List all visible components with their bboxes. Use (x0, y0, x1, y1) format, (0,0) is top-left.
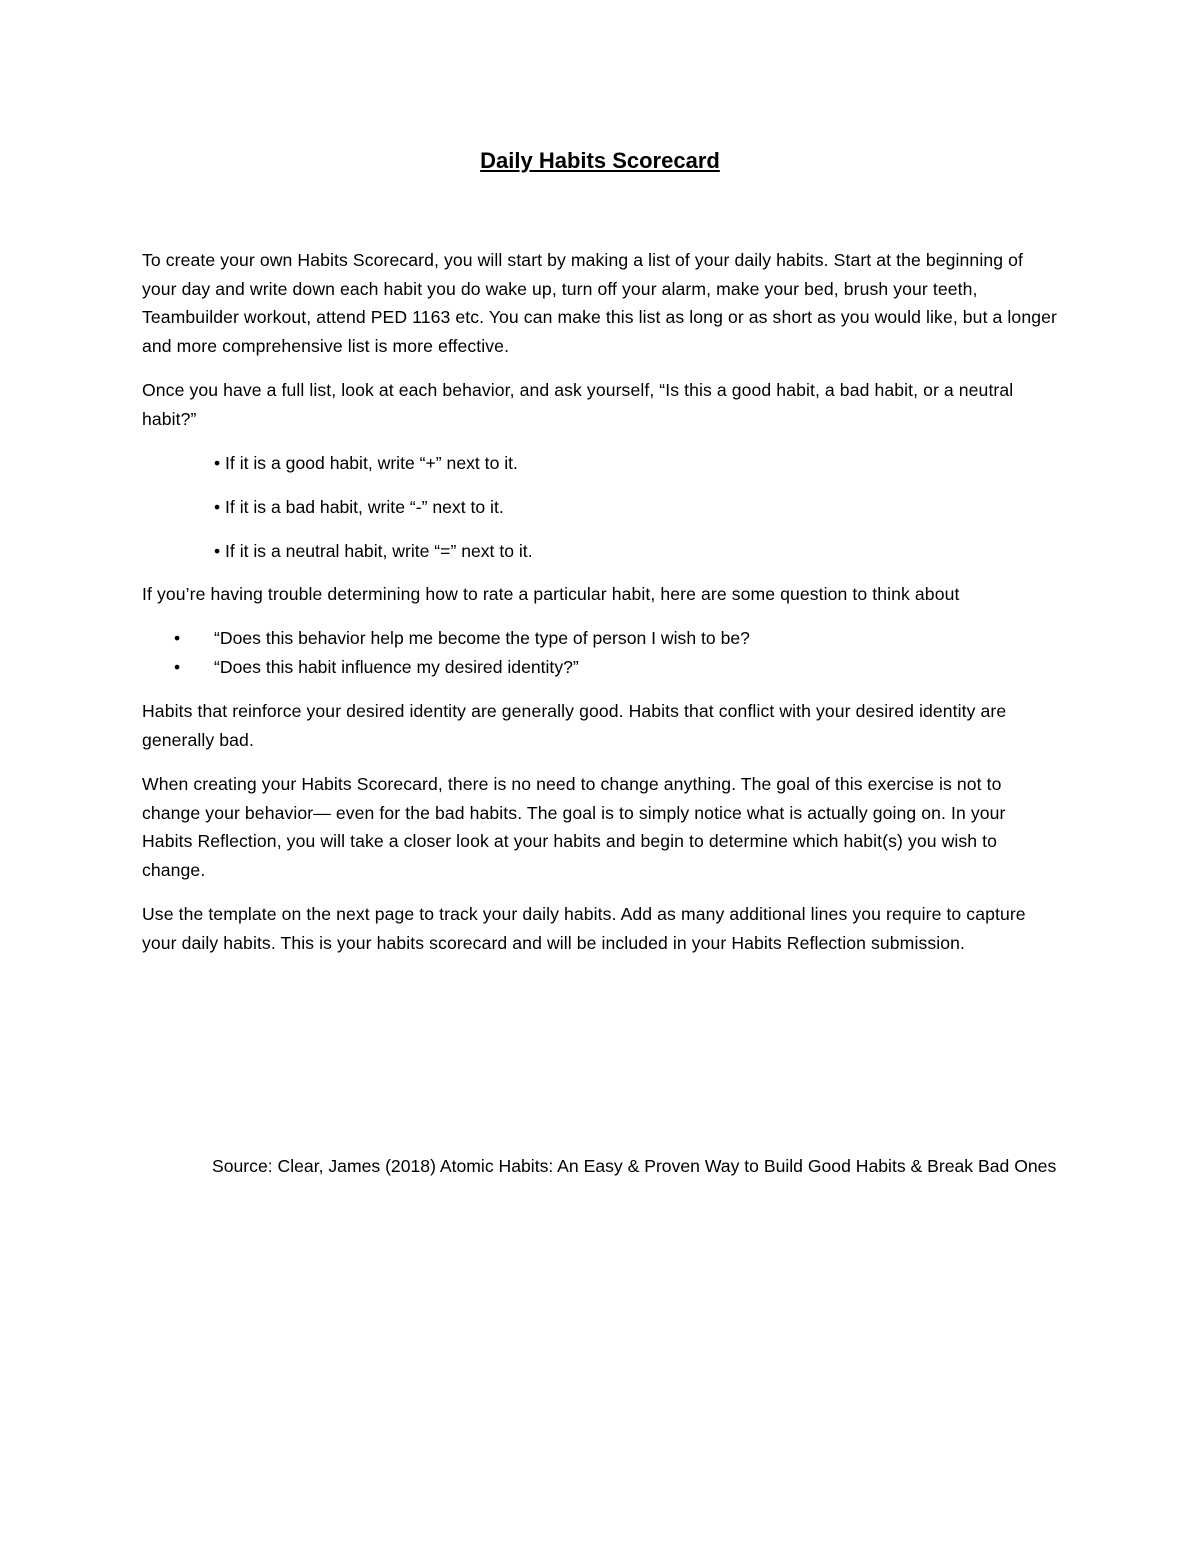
template-paragraph: Use the template on the next page to track your daily habits. Add as many additional lines you require to capture your daily habits. This is your habits scorecard and will be included in your Habits Reflection submission. (142, 904, 1026, 953)
reinforce-paragraph: Habits that reinforce your desired identity are generally good. Habits that conflict with your desired identity are generally bad. (142, 701, 1007, 750)
rating-rule-bad: • If it is a bad habit, write “-” next to it. (214, 497, 504, 517)
question-text: “Does this habit influence my desired identity?” (214, 656, 579, 677)
page-title: Daily Habits Scorecard (480, 148, 720, 173)
ask-paragraph: Once you have a full list, look at each behavior, and ask yourself, “Is this a good habit, a bad habit, or a neutral habit?” (142, 380, 1014, 429)
rating-rule-neutral: • If it is a neutral habit, write “=” next to it. (214, 541, 533, 561)
rating-rule-good: • If it is a good habit, write “+” next to it. (214, 453, 518, 473)
creating-paragraph: When creating your Habits Scorecard, there is no need to change anything. The goal of this exercise is not to change your behavior— even for the bad habits. The goal is to simply notice what is actually going on. In your Habits Reflection, you will take a closer look at your habits and begin to determine which habit(s) you wish to change. (142, 774, 1006, 880)
trouble-paragraph: If you’re having trouble determining how to rate a particular habit, here are some question to think about (142, 583, 960, 604)
question-text: “Does this behavior help me become the type of person I wish to be? (214, 628, 750, 648)
source-citation: Source: Clear, James (2018) Atomic Habits: An Easy & Proven Way to Build Good Habits & Break Bad Ones (212, 1156, 1057, 1176)
bullet-icon: • (174, 656, 181, 677)
rating-rules-list (142, 449, 1058, 566)
bullet-icon: • (174, 628, 181, 648)
question-item (142, 624, 1058, 653)
question-item (142, 653, 1058, 682)
questions-list (142, 624, 1058, 681)
intro-paragraph: To create your own Habits Scorecard, you will start by making a list of your daily habits. Start at the beginning of your day and write down each habit you do wake up, turn off your alarm, make your bed, brush your teeth, Teambuilder workout, attend PED 1163 etc. You can make this list as long or as short as you would like, but a longer and more comprehensive list is more effective. (142, 250, 1057, 356)
